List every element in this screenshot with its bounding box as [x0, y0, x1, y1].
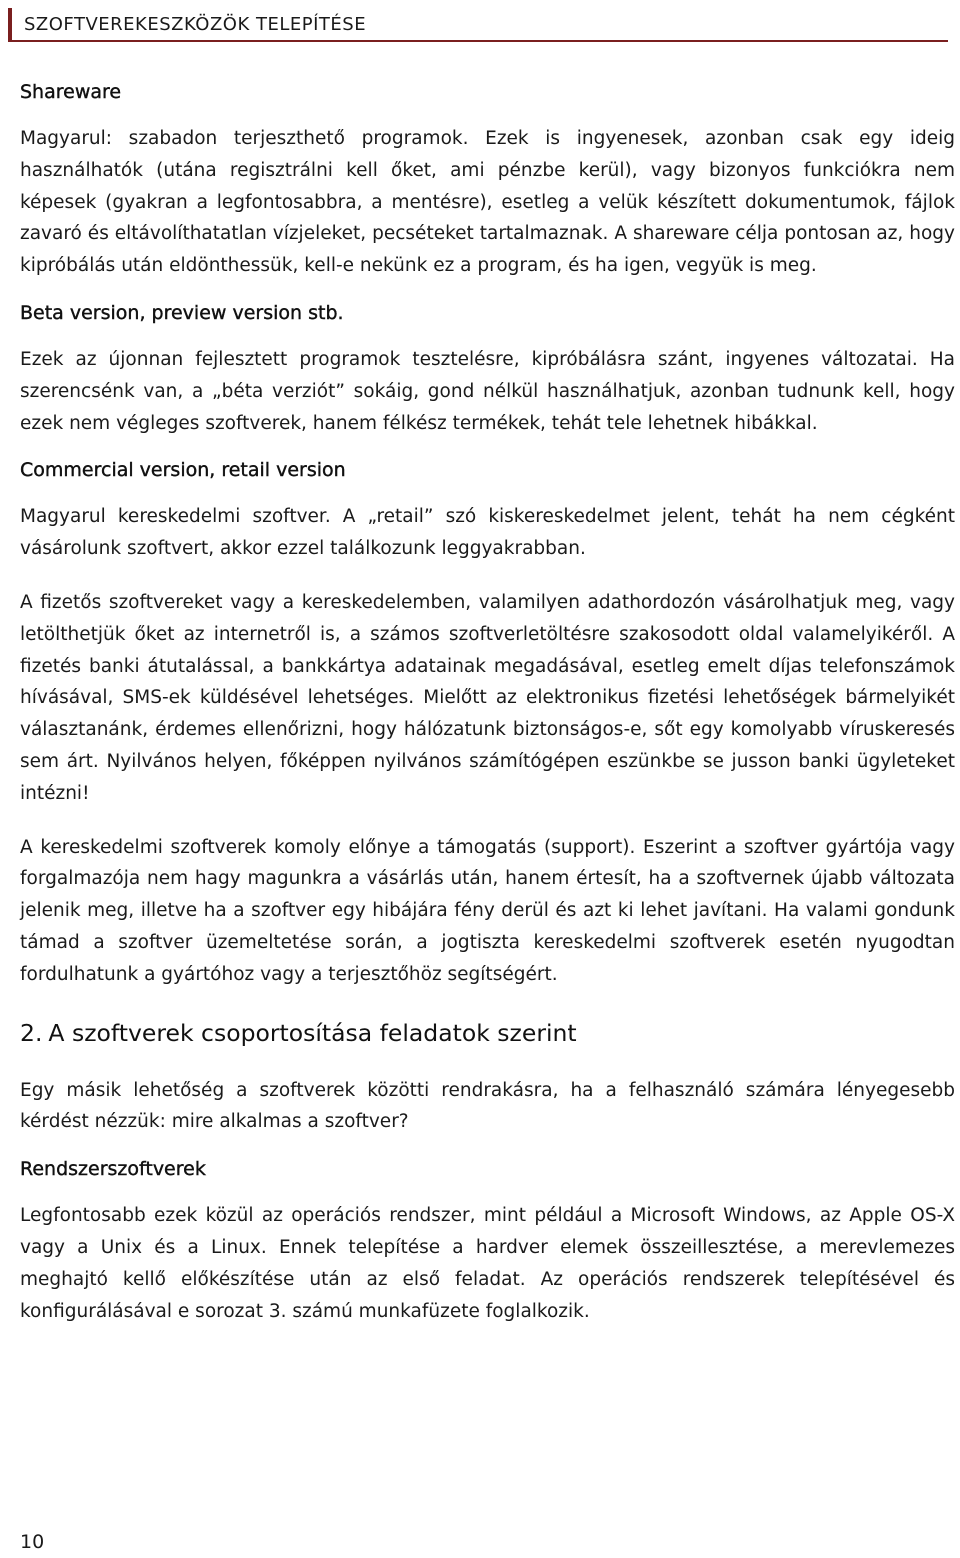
- page-content: [20, 74, 955, 1327]
- running-header: [8, 8, 948, 42]
- chapter-heading: [20, 1013, 955, 1053]
- paragraph-chapter-intro: Egy másik lehetőség a szoftverek közötti rendrakásra, ha a felhasználó számára lényegesebb kérdést nézzük: mire alkalmas a szoftver?: [20, 1079, 955, 1133]
- heading-shareware: Shareware: [20, 81, 122, 103]
- header-title: SZOFTVEREKESZKÖZÖK TELEPÍTÉSE: [24, 14, 367, 35]
- heading-system-software: Rendszerszoftverek: [20, 1158, 206, 1181]
- page-number: 10: [20, 1531, 45, 1553]
- paragraph-commercial-1: Magyarul kereskedelmi szoftver. A „retail” szó kiskereskedelmet jelent, tehát ha nem cégként vásárolunk szoftvert, akkor ezzel találkozunk leggyakrabban.: [20, 506, 955, 560]
- paragraph-commercial-3: A kereskedelmi szoftverek komoly előnye a támogatás (support). Eszerint a szoftver gyártója vagy forgalmazója nem hagy magunkra a vásárlás után, hanem értesít, ha a szoftvernek újabb változata jelenik meg, illetve ha a szoftver egy hibájára fény derül és azt ki lehet javítani. Ha valami gondunk támad a szoftver üzemeltetése során, a jogtiszta kereskedelmi szoftverek esetén nyugodtan fordulhatunk a gyártóhoz vagy a terjesztőhöz segítségért.: [20, 836, 955, 985]
- paragraph-beta: Ezek az újonnan fejlesztett programok tesztelésre, kipróbálásra szánt, ingyenes változatai. Ha szerencsénk van, a „béta verziót” sokáig, gond nélkül használhatjuk, azonban tudnunk kell, hogy ezek nem végleges szoftverek, hanem félkész termékek, tehát tele lehetnek hibákkal.: [20, 348, 955, 434]
- chapter-title: A szoftverek csoportosítása feladatok szerint: [48, 1018, 577, 1047]
- paragraph-shareware: Magyarul: szabadon terjeszthető programok. Ezek is ingyenesek, azonban csak egy ideig használhatók (utána regisztrálni kell őket, ami pénzbe kerül), vagy bizonyos funkciókra nem képesek (gyakran a legfontosabbra, a mentésre), esetleg a velük készített dokumentumok, fájlok zavaró és eltávolíthatatlan vízjeleket, pecséteket tartalmaznak. A shareware célja pontosan az, hogy kipróbálás után eldönthessük, kell-e nekünk ez a program, és ha igen, vegyük is meg.: [20, 128, 955, 277]
- paragraph-commercial-2: A fizetős szoftvereket vagy a kereskedelemben, valamilyen adathordozón vásárolhatjuk meg, vagy letölthetjük őket az internetről is, a számos szoftverletöltésre szakosodott oldal valamelyikéről. A fizetés banki átutalással, a bankkártya adatainak megadásával, esetleg emelt díjas telefonszámok hívásával, SMS-ek küldésével lehetséges. Mielőtt az elektronikus fizetési lehetőségek bármelyikét választanánk, érdemes ellenőrizni, hogy hálózatunk biztonságos-e, sőt egy komolyabb víruskeresés sem árt. Nyilvános helyen, főképpen nyilvános számítógépen eszünkbe se jusson banki ügyleteket intézni!: [20, 591, 955, 804]
- chapter-number: 2.: [20, 1018, 43, 1047]
- heading-beta: Beta version, preview version stb.: [20, 301, 344, 324]
- heading-commercial: Commercial version, retail version: [20, 459, 346, 482]
- paragraph-system-software: Legfontosabb ezek közül az operációs rendszer, mint például a Microsoft Windows, az Apple OS-X vagy a Unix és a Linux. Ennek telepítése a hardver elemek összeillesztése, a merevlemezes meghajtó kellő előkészítése után az első feladat. Az operációs rendszerek telepítésével és konfigurálásával e sorozat 3. számú munkafüzete foglalkozik.: [20, 1205, 955, 1322]
